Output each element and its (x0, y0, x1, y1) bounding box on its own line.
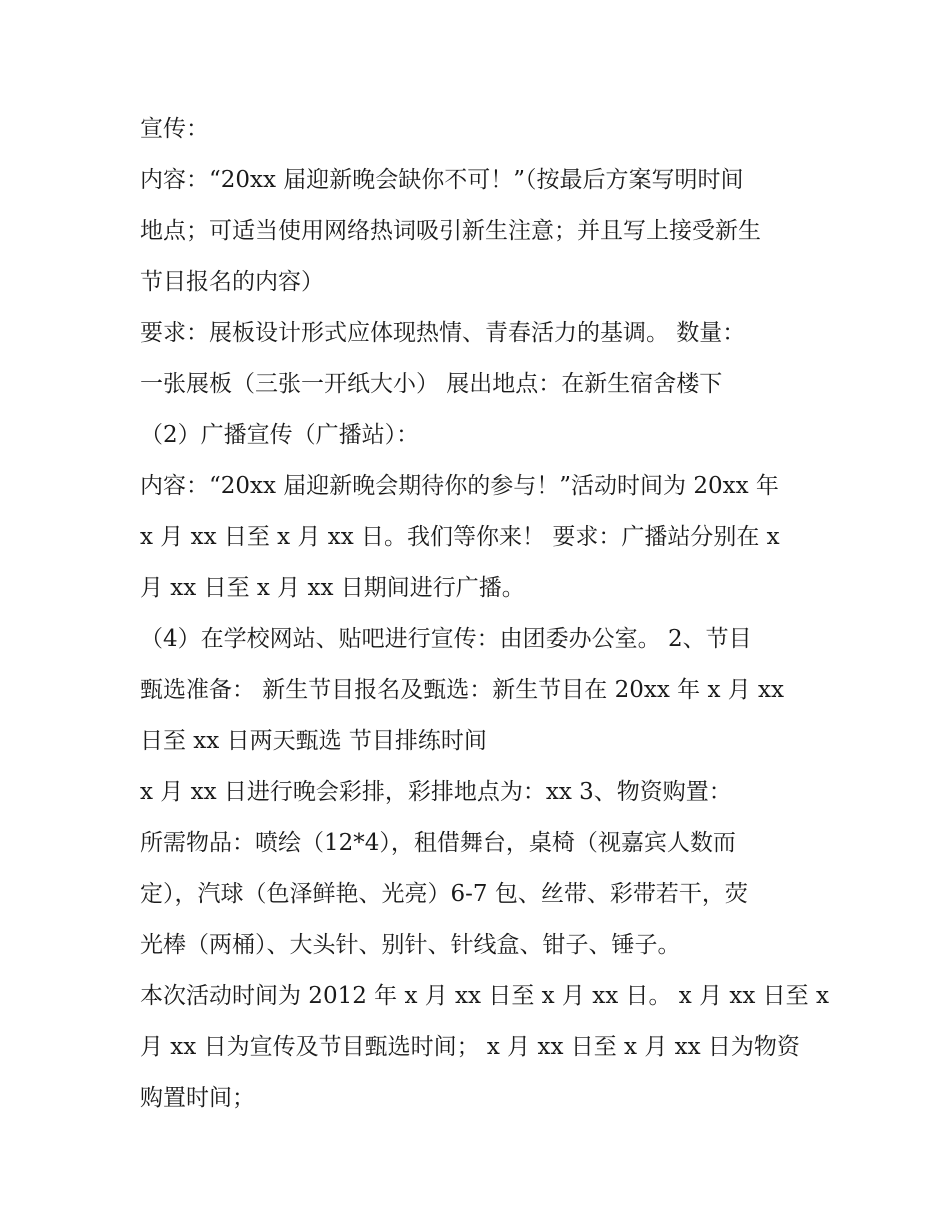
text-line: 内容：“20xx 届迎新晚会期待你的参与！”活动时间为 20xx 年 (140, 473, 779, 499)
document-body (140, 104, 829, 1124)
text-line: 甄选准备： 新生节目报名及甄选：新生节目在 20xx 年 x 月 xx (140, 677, 784, 703)
text-line: x 月 xx 日至 x 月 xx 日。我们等你来！ 要求：广播站分别在 x (140, 524, 780, 550)
text-line: 地点；可适当使用网络热词吸引新生注意；并且写上接受新生 (140, 218, 761, 244)
text-line: （2）广播宣传（广播站）： (140, 422, 420, 448)
text-line: 本次活动时间为 2012 年 x 月 xx 日至 x 月 xx 日。 x 月 xx 日至 x (140, 983, 829, 1009)
text-line: 月 xx 日为宣传及节目甄选时间； x 月 xx 日至 x 月 xx 日为物资 (140, 1034, 800, 1060)
text-line: （4）在学校网站、贴吧进行宣传：由团委办公室。 2、节目 (140, 626, 752, 652)
text-line: 宣传： (140, 116, 209, 142)
text-line: 内容：“20xx 届迎新晚会缺你不可！”（按最后方案写明时间 (140, 167, 744, 193)
text-line: 日至 xx 日两天甄选 节目排练时间 (140, 728, 487, 754)
text-line: 节目报名的内容） (140, 269, 324, 295)
text-line: 月 xx 日至 x 月 xx 日期间进行广播。 (140, 575, 525, 601)
text-line: 一张展板（三张一开纸大小） 展出地点：在新生宿舍楼下 (140, 371, 723, 397)
text-line: 要求：展板设计形式应体现热情、青春活力的基调。 数量： (140, 320, 746, 346)
text-line: 购置时间； (140, 1085, 255, 1111)
text-line: x 月 xx 日进行晚会彩排，彩排地点为：xx 3、物资购置： (140, 779, 732, 805)
text-line: 所需物品：喷绘（12*4），租借舞台，桌椅（视嘉宾人数而 (140, 830, 736, 856)
text-line: 定），汽球（色泽鲜艳、光亮）6-7 包、丝带、彩带若干，荧 (140, 881, 748, 907)
text-line: 光棒（两桶）、大头针、别针、针线盒、钳子、锤子。 (140, 932, 681, 958)
